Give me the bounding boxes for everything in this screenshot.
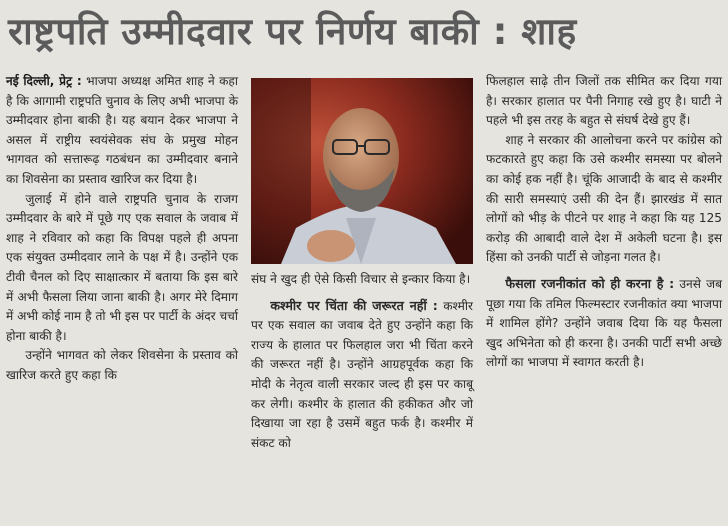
paragraph-text: उनसे जब पूछा गया कि तमिल फिल्मस्टार रजनीकांत क्या भाजपा में शामिल होंगे? उन्होंने जवाब दिया कि यह फैसला खुद अभिनेता को ही करना है। उनकी पार्टी सभी अच्छे लोगों का भाजपा में स्वागत करती है।	[486, 276, 722, 370]
paragraph-text: कश्मीर पर एक सवाल का जवाब देते हुए उन्होंने कहा कि राज्य के हालात पर फिलहाल जरा भी चिंता करने की जरूरत नहीं है। उन्होंने आग्रहपूर्वक कहा कि मोदी के नेतृत्व वाली सरकार जल्द ही इस पर काबू कर लेगी। कश्मीर के हालात की हकीकत और जो दिखाया जा रहा है उसमें बहुत फर्क है। कश्मीर में संकट को	[251, 298, 473, 450]
subheading-rajinikanth: फैसला रजनीकांत को ही करना है :	[505, 275, 675, 291]
subheading-kashmir: कश्मीर पर चिंता की जरूरत नहीं :	[270, 297, 438, 313]
paragraph	[251, 296, 473, 454]
paragraph: शाह ने सरकार की आलोचना करने पर कांग्रेस को फटकारते हुए कहा कि उसे कश्मीर समस्या पर बोलने का कोई हक नहीं है। चूंकि आजादी के बाद से कश्मीर की सारी समस्याएं उसी की देन हैं। झारखंड में सात लोगों को भीड़ के पीटने पर शाह ने कहा कि यह 125 करोड़ की आबादी वाले देश में अकेली घटना है। इस हिंसा को उनकी पार्टी से जोड़ना गलत है।	[486, 132, 722, 265]
paragraph-text: भाजपा अध्यक्ष अमित शाह ने कहा है कि आगामी राष्ट्रपति चुनाव के लिए अभी भाजपा के उम्मीदवार होना बाकी है। यह बयान देकर भाजपा ने असल में राष्ट्रीय स्वयंसेवक संघ के प्रमुख मोहन भागवत को सत्तारूढ़ गठबंधन का उम्मीदवार बनाने का शिवसेना का प्रस्ताव खारिज कर दिया है।	[6, 74, 238, 186]
paragraph: फिलहाल साढ़े तीन जिलों तक सीमित कर दिया गया है। सरकार हालात पर पैनी निगाह रखे हुए है। घाटी ने पहले भी इस तरह के बहुत से संघर्ष देखे हुए हैं।	[486, 74, 722, 128]
news-photo	[251, 78, 473, 264]
paragraph	[6, 72, 238, 190]
article-column-1	[6, 72, 238, 386]
article-column-2	[251, 270, 473, 453]
paragraph: उन्होंने भागवत को लेकर शिवसेना के प्रस्ताव को खारिज करते हुए कहा कि	[6, 348, 238, 382]
portrait-illustration	[251, 78, 473, 264]
paragraph: जुलाई में होने वाले राष्ट्रपति चुनाव के राजग उम्मीदवार के बारे में पूछे गए एक सवाल के जवाब में शाह ने रविवार को कहा कि विपक्ष पहले ही अपना एक संयुक्त उम्मीदवार लाने के पक्ष में है। उन्होंने एक टीवी चैनल को दिए साक्षात्कार में बताया कि इस बारे में अभी फैसला लिया जाना बाकी है। अगर मेरे दिमाग में अभी कोई नाम है तो भी इस पर पार्टी के अंदर चर्चा होना बाकी है।	[6, 191, 238, 343]
paragraph	[486, 274, 722, 373]
paragraph: संघ ने खुद ही ऐसे किसी विचार से इन्कार किया है।	[251, 272, 471, 286]
dateline: नई दिल्ली, प्रेट्र :	[6, 74, 82, 88]
article-column-3	[486, 72, 722, 373]
headline: राष्ट्रपति उम्मीदवार पर निर्णय बाकी : शाह	[8, 10, 577, 53]
